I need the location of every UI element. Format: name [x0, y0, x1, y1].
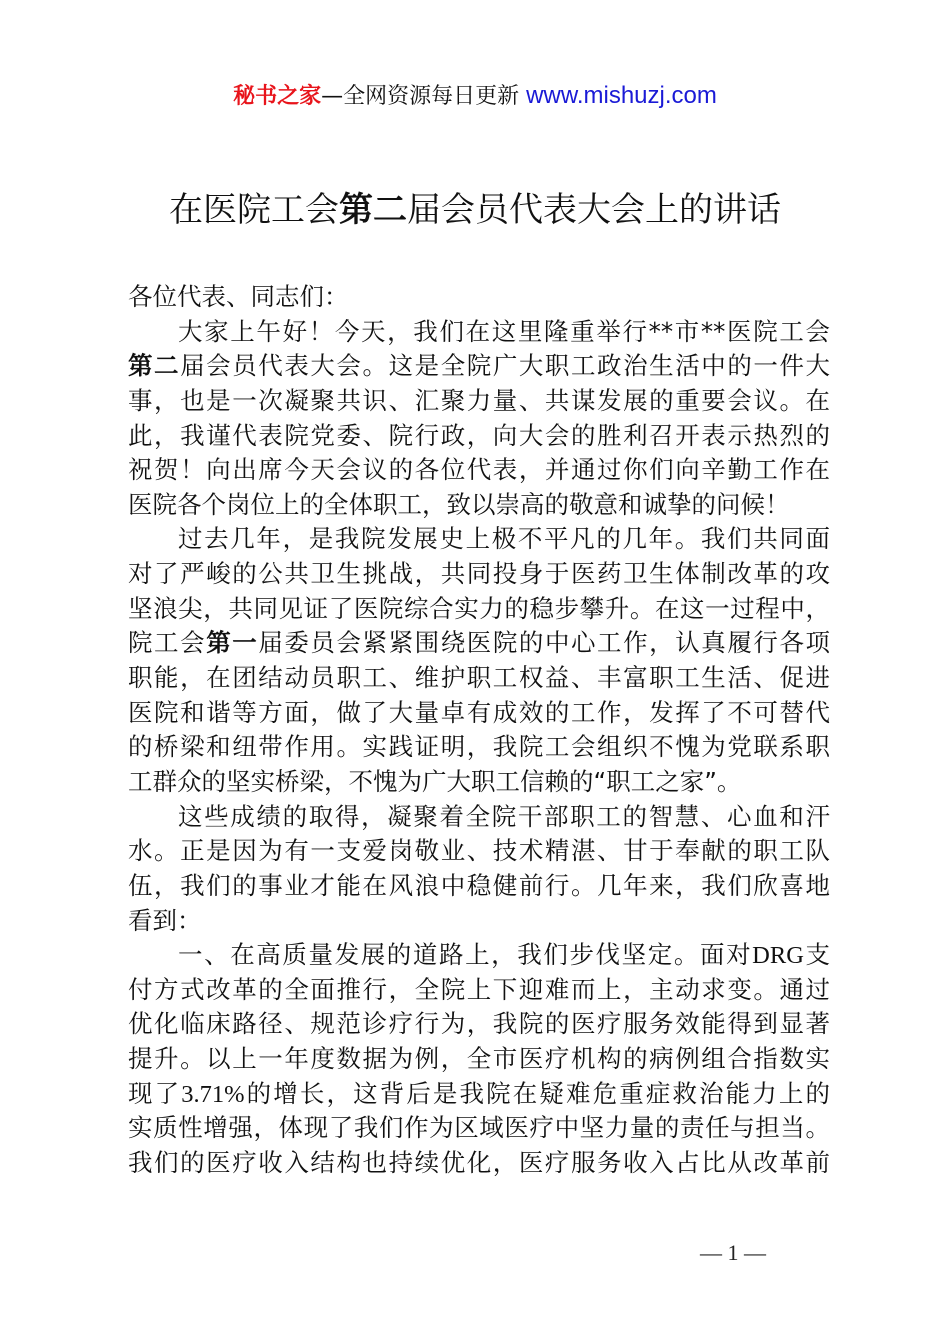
- bold-text: 第二: [128, 351, 181, 381]
- text-line: [128, 730, 830, 765]
- text-segment: 优化临床路径、规范诊疗行为，我院的医疗服务效能得到显著: [128, 1009, 830, 1039]
- text-segment: 一、在高质量发展的道路上，我们步伐坚定。面对: [178, 940, 753, 970]
- text-line: [128, 1042, 830, 1077]
- text-line: [128, 1146, 830, 1181]
- bold-text: 第一: [206, 628, 259, 658]
- text-line: [128, 1077, 830, 1112]
- text-line: [128, 522, 830, 557]
- text-line: [128, 349, 830, 384]
- text-segment: 祝贺！向出席今天会议的各位代表，并通过你们向辛勤工作在: [128, 455, 830, 485]
- text-line: [128, 592, 830, 627]
- text-line: [128, 488, 830, 523]
- text-line: [128, 419, 830, 454]
- text-segment: 医院和谐等方面，做了大量卓有成效的工作，发挥了不可替代: [128, 697, 830, 727]
- text-segment: 这些成绩的取得，凝聚着全院干部职工的智慧、心血和汗: [178, 801, 830, 831]
- text-segment: 对了严峻的公共卫生挑战，共同投身于医药卫生体制改革的攻: [128, 559, 830, 589]
- text-line: [128, 661, 830, 696]
- text-segment: 届委员会紧紧围绕医院的中心工作，认真履行各项: [258, 628, 831, 658]
- text-line: [128, 280, 830, 315]
- text-segment: 的增长，这背后是我院在疑难危重症救治能力上的: [244, 1078, 831, 1108]
- text-segment: 3.71%: [181, 1080, 245, 1108]
- text-segment: 院工会: [128, 628, 207, 658]
- banner-slogan: —全网资源每日更新: [321, 84, 527, 109]
- text-segment: 伍，我们的事业才能在风浪中稳健前行。几年来，我们欣喜地: [128, 870, 830, 900]
- title-part: 届会员代表大会上的讲话: [407, 190, 781, 230]
- text-line: [128, 557, 830, 592]
- text-segment: 事，也是一次凝聚共识、汇聚力量、共谋发展的重要会议。在: [128, 385, 830, 415]
- text-segment: 坚浪尖，共同见证了医院综合实力的稳步攀升。在这一过程中，: [128, 593, 830, 623]
- text-segment: 实质性增强，体现了我们作为区域医疗中坚力量的责任与担当。: [128, 1113, 830, 1143]
- text-segment: 大家上午好！今天，我们在这里隆重举行**市**医院工会: [178, 316, 830, 346]
- text-segment: 各位代表、同志们：: [128, 282, 349, 311]
- site-banner: [0, 80, 950, 113]
- text-line: [128, 765, 830, 800]
- text-line: [128, 1007, 830, 1042]
- text-line: [128, 800, 830, 835]
- text-line: [128, 938, 830, 973]
- text-line: [128, 384, 830, 419]
- title-bold-part: 第二: [339, 190, 407, 230]
- text-segment: DRG: [752, 942, 804, 970]
- text-segment: 医院各个岗位上的全体职工，致以崇高的敬意和诚挚的问候！: [128, 489, 790, 519]
- text-line: [128, 973, 830, 1008]
- text-segment: 此，我谨代表院党委、院行政，向大会的胜利召开表示热烈的: [128, 420, 830, 450]
- text-segment: 职能，在团结动员职工、维护职工权益、丰富职工生活、促进: [128, 663, 830, 693]
- text-line: [128, 834, 830, 869]
- text-segment: 提升。以上一年度数据为例，全市医疗机构的病例组合指数实: [128, 1044, 830, 1074]
- page-number: — 1 —: [700, 1240, 766, 1265]
- text-segment: 我们的医疗收入结构也持续优化，医疗服务收入占比从改革前: [128, 1148, 830, 1178]
- text-segment: 水。正是因为有一支爱岗敬业、技术精湛、甘于奉献的职工队: [128, 836, 830, 866]
- document-body: [128, 280, 830, 1181]
- brand-name: 秘书之家: [233, 84, 322, 109]
- text-line: [128, 315, 830, 350]
- text-segment: 支: [803, 940, 831, 970]
- text-segment: 过去几年，是我院发展史上极不平凡的几年。我们共同面: [178, 524, 830, 554]
- document-title: [0, 186, 950, 234]
- text-line: [128, 904, 830, 939]
- text-segment: 工群众的坚实桥梁，不愧为广大职工信赖的“职工之家”。: [128, 766, 742, 796]
- text-segment: 的桥梁和纽带作用。实践证明，我院工会组织不愧为党联系职: [128, 732, 830, 762]
- site-url-link[interactable]: www.mishuzj.com: [526, 82, 717, 109]
- text-line: [128, 626, 830, 661]
- text-line: [128, 696, 830, 731]
- text-line: [128, 869, 830, 904]
- title-part: 在医院工会: [169, 190, 339, 230]
- text-segment: 届会员代表大会。这是全院广大职工政治生活中的一件大: [180, 351, 831, 381]
- text-segment: 看到：: [128, 905, 202, 935]
- text-segment: 现了: [128, 1078, 182, 1108]
- text-line: [128, 453, 830, 488]
- text-segment: 付方式改革的全面推行，全院上下迎难而上，主动求变。通过: [128, 974, 830, 1004]
- text-line: [128, 1111, 830, 1146]
